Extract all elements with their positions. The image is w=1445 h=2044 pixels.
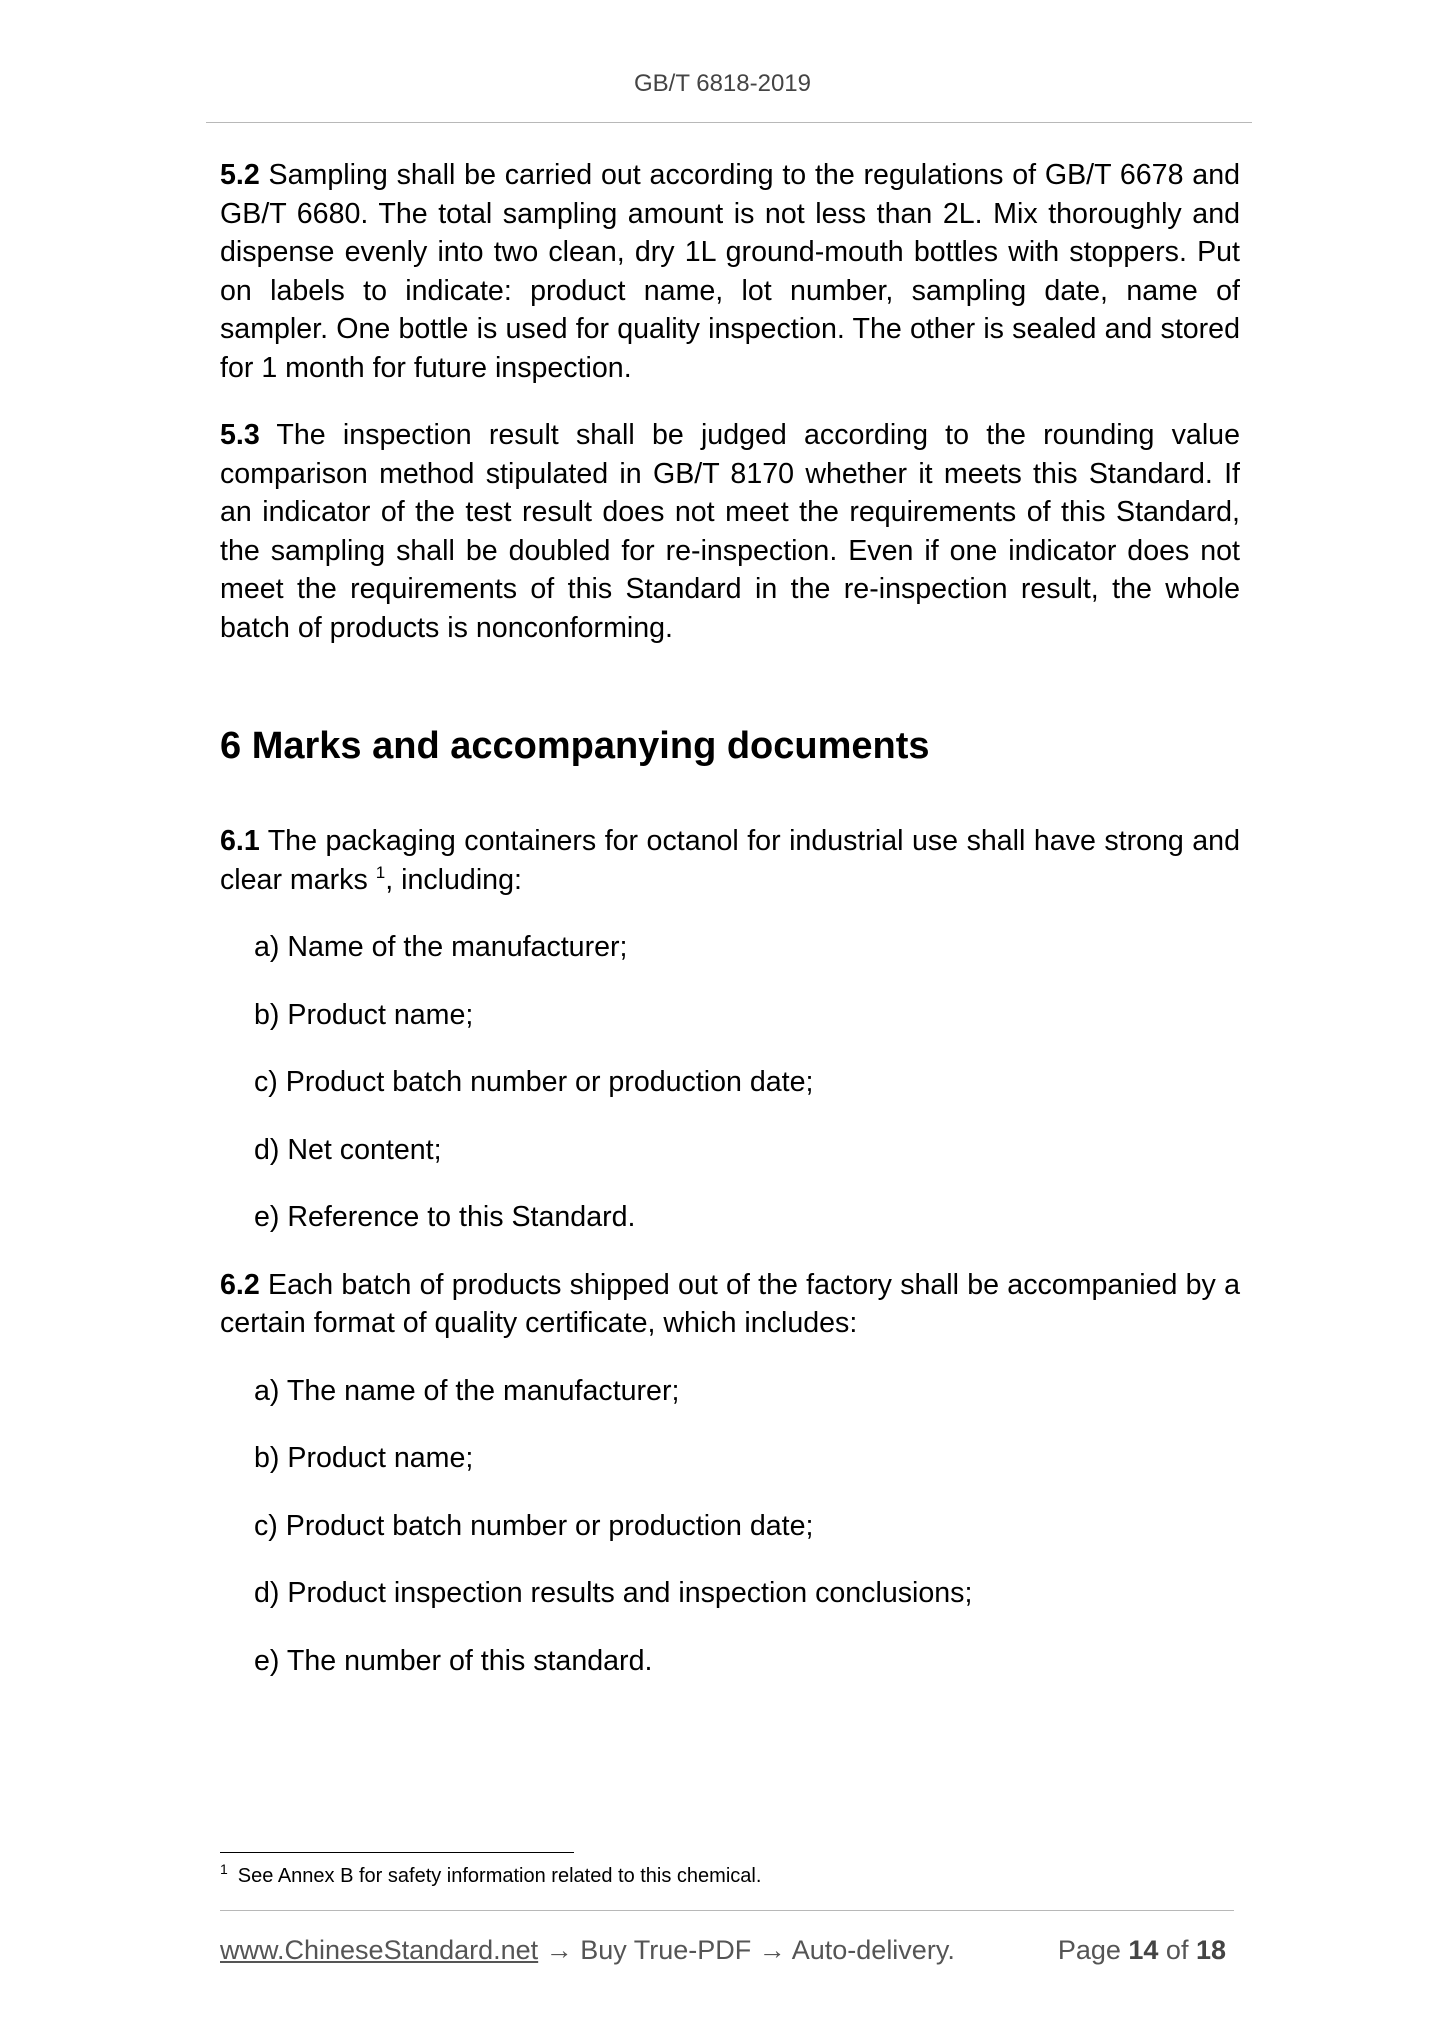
header-divider: [206, 122, 1252, 123]
marks-list: [220, 928, 1240, 1237]
page-label: Page: [1057, 1935, 1129, 1965]
footnote-reference[interactable]: 1: [375, 862, 386, 882]
list-item: e) The number of this standard.: [254, 1644, 653, 1677]
clause-number: 6.2: [220, 1268, 260, 1301]
clause-number: 6.1: [220, 825, 260, 857]
clause-number: 5.3: [220, 419, 260, 451]
document-id-header: GB/T 6818-2019: [633, 70, 811, 97]
page-content: [220, 150, 1240, 1680]
page-footer: [220, 1932, 1234, 1968]
clause-text: The inspection result shall be judged according to the rounding value comparison method stipulated in GB/T 8170 whether it meets this Standard. If an indicator of the test result does not meet the requirements of this Standard, the sampling shall be doubled for re-inspection. Even if one indicator does not meet the requirements of this Standard in the re-inspection result, the whole batch of products is nonconforming.: [220, 419, 1240, 644]
list-item: b) Product name;: [254, 1442, 474, 1474]
clause-5-3: [220, 416, 1240, 647]
of-label: of: [1158, 1935, 1196, 1965]
clause-text-continued: , including:: [385, 863, 522, 896]
footer-tagline: → Buy True-PDF → Auto-delivery.: [538, 1935, 955, 1965]
clause-text: The packaging containers for octanol for industrial use shall have strong and clear marks: [220, 825, 1240, 896]
clause-6-2: [220, 1266, 1240, 1343]
list-item: d) Net content;: [254, 1133, 442, 1166]
clause-6-1: [220, 822, 1240, 899]
list-item: c) Product batch number or production date;: [254, 1066, 814, 1098]
current-page-number: 14: [1128, 1935, 1159, 1965]
clause-number: 5.2: [220, 159, 260, 191]
total-page-count: 18: [1195, 1935, 1226, 1965]
page-indicator: [1058, 1932, 1226, 1968]
list-item: a) Name of the manufacturer;: [254, 931, 628, 963]
footnote-divider: [220, 1852, 574, 1853]
footnote-text: See Annex B for safety information related to this chemical.: [237, 1865, 762, 1887]
clause-5-2: [220, 156, 1240, 387]
list-item: e) Reference to this Standard.: [254, 1201, 636, 1233]
list-item: c) Product batch number or production date;: [254, 1509, 814, 1542]
section-6-heading: 6 Marks and accompanying documents: [220, 725, 930, 767]
footnote-mark: 1: [220, 1861, 228, 1878]
list-item: a) The name of the manufacturer;: [254, 1374, 680, 1407]
website-link[interactable]: www.ChineseStandard.net: [220, 1935, 539, 1965]
clause-text: Each batch of products shipped out of the factory shall be accompanied by a certain format of quality certificate, which includes:: [220, 1268, 1240, 1339]
list-item: d) Product inspection results and inspection conclusions;: [254, 1577, 973, 1609]
clause-text: Sampling shall be carried out according to the regulations of GB/T 6678 and GB/T 6680. The total sampling amount is not less than 2L. Mix thoroughly and dispense evenly into two clean, dry 1L ground-mouth bottles with stoppers. Put on labels to indicate: product name, lot number, sampling date, name of sampler. One bottle is used for quality inspection. The other is sealed and stored for 1 month for future inspection.: [220, 159, 1240, 384]
list-item: b) Product name;: [254, 998, 474, 1031]
footer-divider: [220, 1910, 1234, 1911]
footnote: [220, 1862, 761, 1890]
certificate-contents-list: [220, 1372, 1240, 1681]
